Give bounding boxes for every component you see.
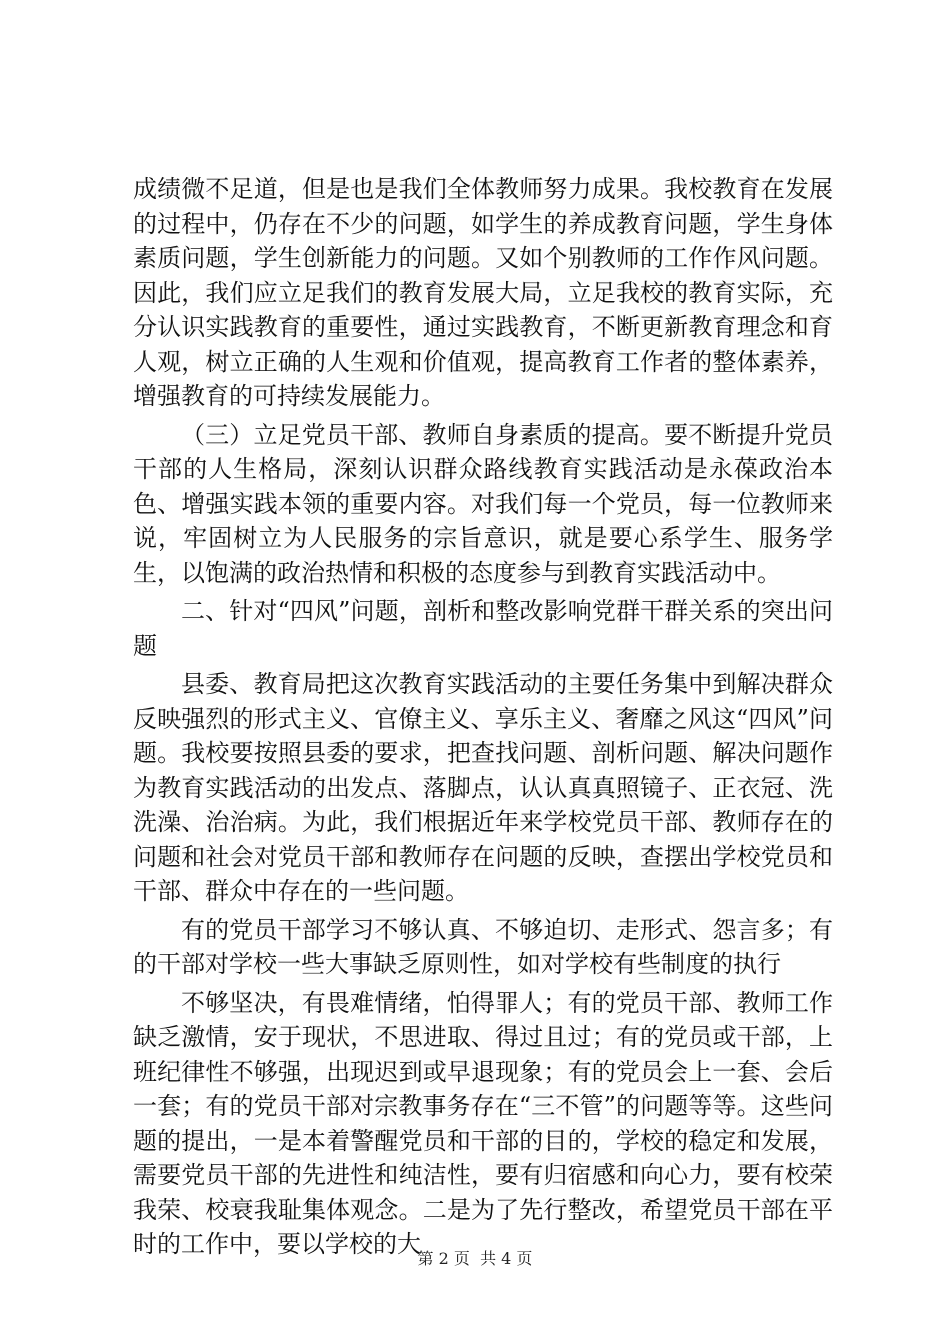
paragraph-county-committee: 县委、教育局把这次教育实践活动的主要任务集中到解决群众反映强烈的形式主义、官僚主义、享乐主义、奢靡之风这“四风”问题。我校要按照县委的要求，把查找问题、剖析问题、解决问题作为教育实践活动的出发点、落脚点，认认真真照镜子、正衣冠、洗洗澡、治治病。为此，我们根据近年来学校党员干部、教师存在的问题和社会对党员干部和教师存在问题的反映，查摆出学校党员和干部、群众中存在的一些问题。	[133, 670, 833, 905]
paragraph-achievements: 成绩微不足道，但是也是我们全体教师努力成果。我校教育在发展的过程中，仍存在不少的问题，如学生的养成教育问题，学生身体素质问题，学生创新能力的问题。又如个别教师的工作作风问题。因此，我们应立足我们的教育发展大局，立足我校的教育实际，充分认识实践教育的重要性，通过实践教育，不断更新教育理念和育人观，树立正确的人生观和价值观，提高教育工作者的整体素养，增强教育的可持续发展能力。	[133, 175, 833, 410]
paragraph-section-three: （三）立足党员干部、教师自身素质的提高。要不断提升党员干部的人生格局，深刻认识群众路线教育实践活动是永葆政治本色、增强实践本领的重要内容。对我们每一个党员，每一位教师来说，牢固树立为人民服务的宗旨意识，就是要心系学生、服务学生，以饱满的政治热情和积极的态度参与到教育实践活动中。	[133, 420, 833, 587]
paragraph-problems-list: 有的党员干部学习不够认真、不够迫切、走形式、怨言多；有的干部对学校一些大事缺乏原则性，如对学校有些制度的执行	[133, 915, 833, 978]
paragraph-problems-continued: 不够坚决，有畏难情绪，怕得罪人；有的党员干部、教师工作缺乏激情，安于现状，不思进取、得过且过；有的党员或干部，上班纪律性不够强，出现迟到或早退现象；有的党员会上一套、会后一套；有的党员干部对宗教事务存在“三不管”的问题等等。这些问题的提出，一是本着警醒党员和干部的目的，学校的稳定和发展，需要党员干部的先进性和纯洁性，要有归宿感和向心力，要有校荣我荣、校衰我耻集体观念。二是为了先行整改，希望党员干部在平时的工作中，要以学校的大	[133, 988, 833, 1258]
document-body	[133, 172, 833, 1262]
page-number-label: 第 2 页 共 4 页	[417, 1249, 533, 1268]
page-footer	[0, 1246, 950, 1269]
heading-four-winds: 二、针对“四风”问题，剖析和整改影响党群干群关系的突出问题	[133, 597, 833, 660]
